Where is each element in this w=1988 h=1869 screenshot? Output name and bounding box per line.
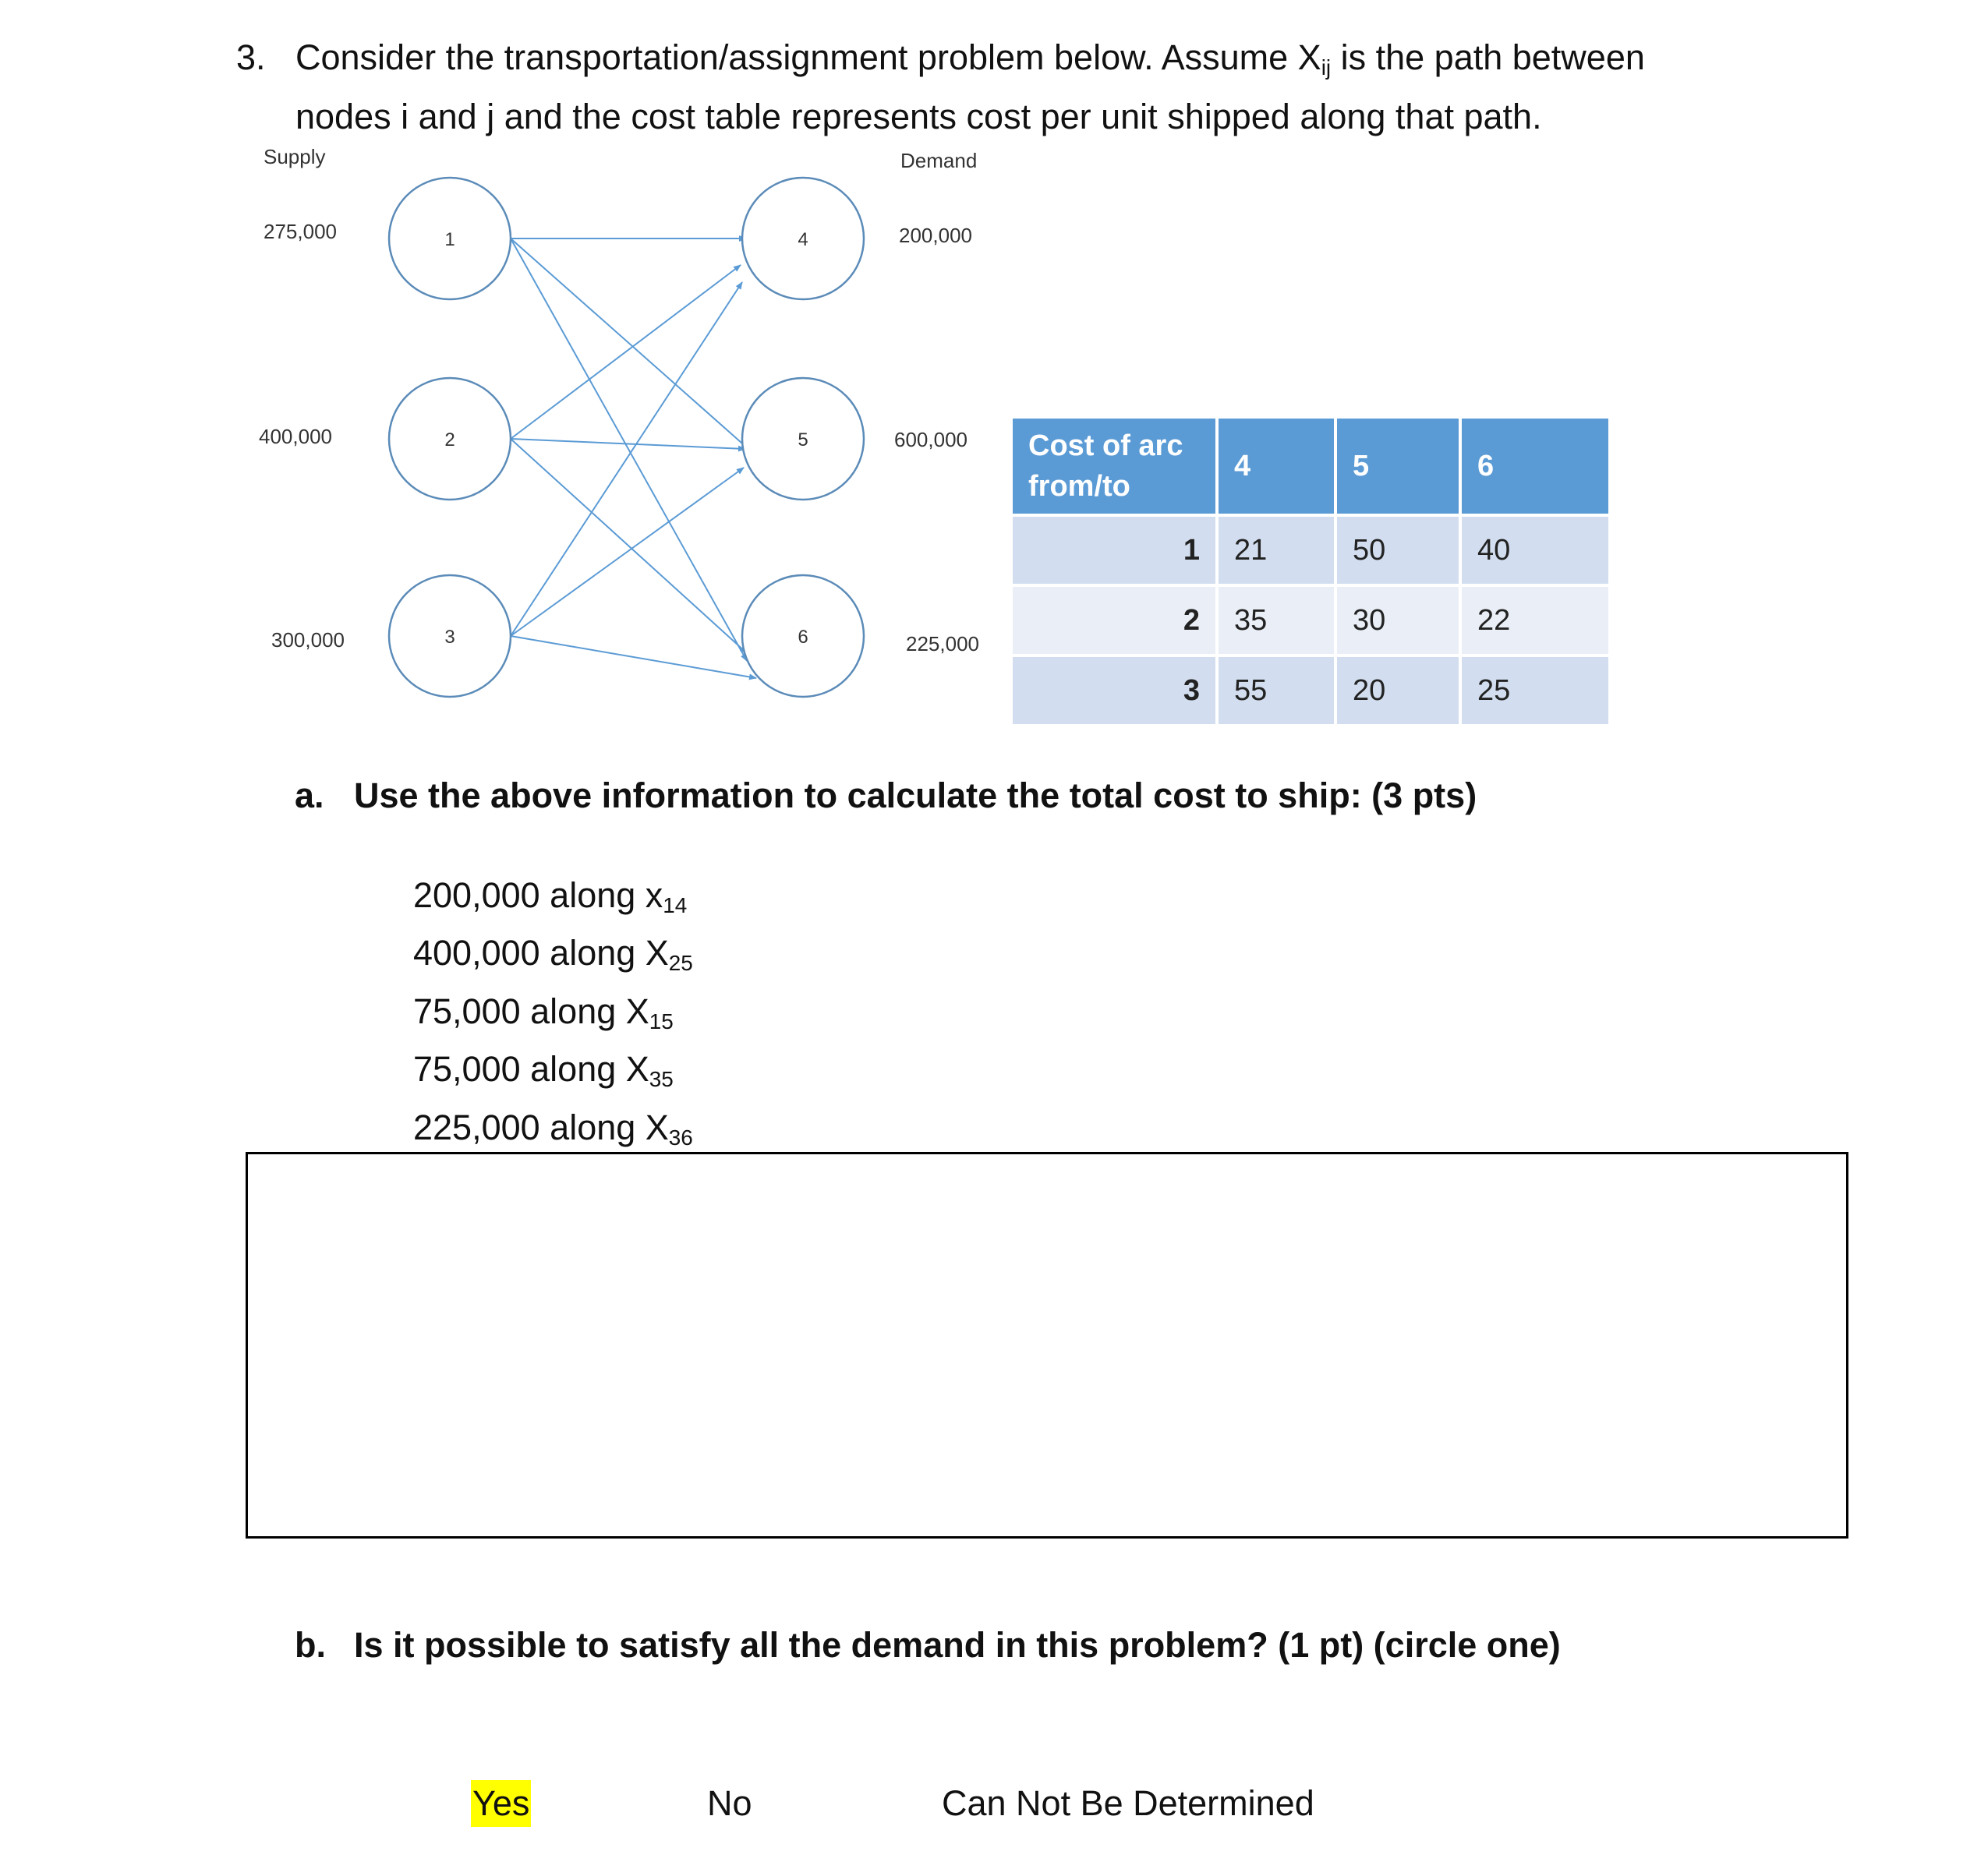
svg-text:5: 5 — [798, 429, 808, 450]
part-a-text: Use the above information to calculate the total cost to ship: (3 pts) — [354, 776, 1477, 815]
cost-cell: 55 — [1217, 655, 1335, 726]
supply-node-3 — [389, 575, 511, 697]
demand-amount-4: 200,000 — [899, 224, 972, 247]
supply-header: Supply — [264, 145, 326, 168]
edge-1-6 — [511, 238, 747, 661]
svg-text:4: 4 — [798, 229, 808, 250]
network-edges — [511, 238, 756, 678]
transportation-network-diagram — [234, 140, 1013, 717]
list-item: 400,000 along $X_{25}$ — [413, 933, 693, 976]
cost-table-corner-label: Cost of arc from/to — [1011, 417, 1217, 515]
cost-cell: 21 — [1217, 515, 1335, 585]
edge-3-6 — [511, 636, 756, 678]
demand-node-4 — [742, 178, 864, 299]
edge-3-4 — [511, 282, 742, 636]
edge-3-5 — [511, 468, 744, 636]
answer-box[interactable] — [246, 1152, 1848, 1539]
table-row — [1011, 515, 1610, 585]
list-item: 200,000 along $x_{14}$ — [413, 875, 688, 917]
cost-table-col-5: 5 — [1335, 417, 1460, 515]
option-no[interactable]: No — [707, 1783, 752, 1823]
list-item: 225,000 along $X_{36}$ — [413, 1107, 693, 1150]
part-a-label: a. — [295, 776, 324, 815]
shipment-list — [413, 871, 693, 1161]
cost-table — [1010, 415, 1611, 727]
question-line-1: Consider the transportation/assignment problem below. Assume $X_{ij}$ is the path between — [295, 37, 1645, 79]
row-from: 2 — [1011, 585, 1217, 655]
edge-1-5 — [511, 238, 748, 449]
table-row — [1011, 585, 1610, 655]
demand-amount-6: 225,000 — [906, 632, 979, 655]
supply-node-1 — [389, 178, 511, 299]
row-from: 1 — [1011, 515, 1217, 585]
cost-cell: 50 — [1335, 515, 1460, 585]
supply-amount-1: 275,000 — [264, 220, 337, 243]
question-line-2: nodes i and j and the cost table represents cost per unit shipped along that path. — [295, 96, 1542, 136]
svg-text:6: 6 — [798, 627, 808, 648]
part-b-label: b. — [295, 1625, 326, 1665]
cost-cell: 30 — [1335, 585, 1460, 655]
row-from: 3 — [1011, 655, 1217, 726]
supply-amount-2: 400,000 — [259, 425, 332, 448]
question-number: 3. — [236, 37, 266, 77]
svg-text:2: 2 — [444, 429, 455, 450]
cost-cell: 35 — [1217, 585, 1335, 655]
option-can-not-be-determined[interactable]: Can Not Be Determined — [942, 1783, 1314, 1823]
cost-table-header-row — [1011, 417, 1610, 515]
edge-2-4 — [511, 265, 741, 439]
demand-node-5 — [742, 378, 864, 500]
demand-node-6 — [742, 575, 864, 697]
cost-table-col-6: 6 — [1460, 417, 1610, 515]
question-text — [236, 33, 1795, 141]
demand-amount-5: 600,000 — [894, 428, 967, 451]
list-item: 75,000 along $X_{35}$ — [413, 1049, 674, 1092]
supply-node-2 — [389, 378, 511, 500]
demand-header: Demand — [900, 149, 978, 172]
cost-table-col-4: 4 — [1217, 417, 1335, 515]
svg-text:1: 1 — [444, 229, 455, 250]
cost-cell: 20 — [1335, 655, 1460, 726]
edge-2-6 — [511, 439, 747, 653]
svg-text:3: 3 — [444, 627, 455, 648]
cost-cell: 22 — [1460, 585, 1610, 655]
cost-cell: 25 — [1460, 655, 1610, 726]
part-b-text: Is it possible to satisfy all the demand in this problem? (1 pt) (circle one) — [354, 1625, 1561, 1665]
table-row — [1011, 655, 1610, 726]
option-yes[interactable]: Yes — [471, 1780, 531, 1827]
supply-amount-3: 300,000 — [271, 628, 345, 652]
cost-cell: 40 — [1460, 515, 1610, 585]
list-item: 75,000 along $X_{15}$ — [413, 991, 674, 1033]
